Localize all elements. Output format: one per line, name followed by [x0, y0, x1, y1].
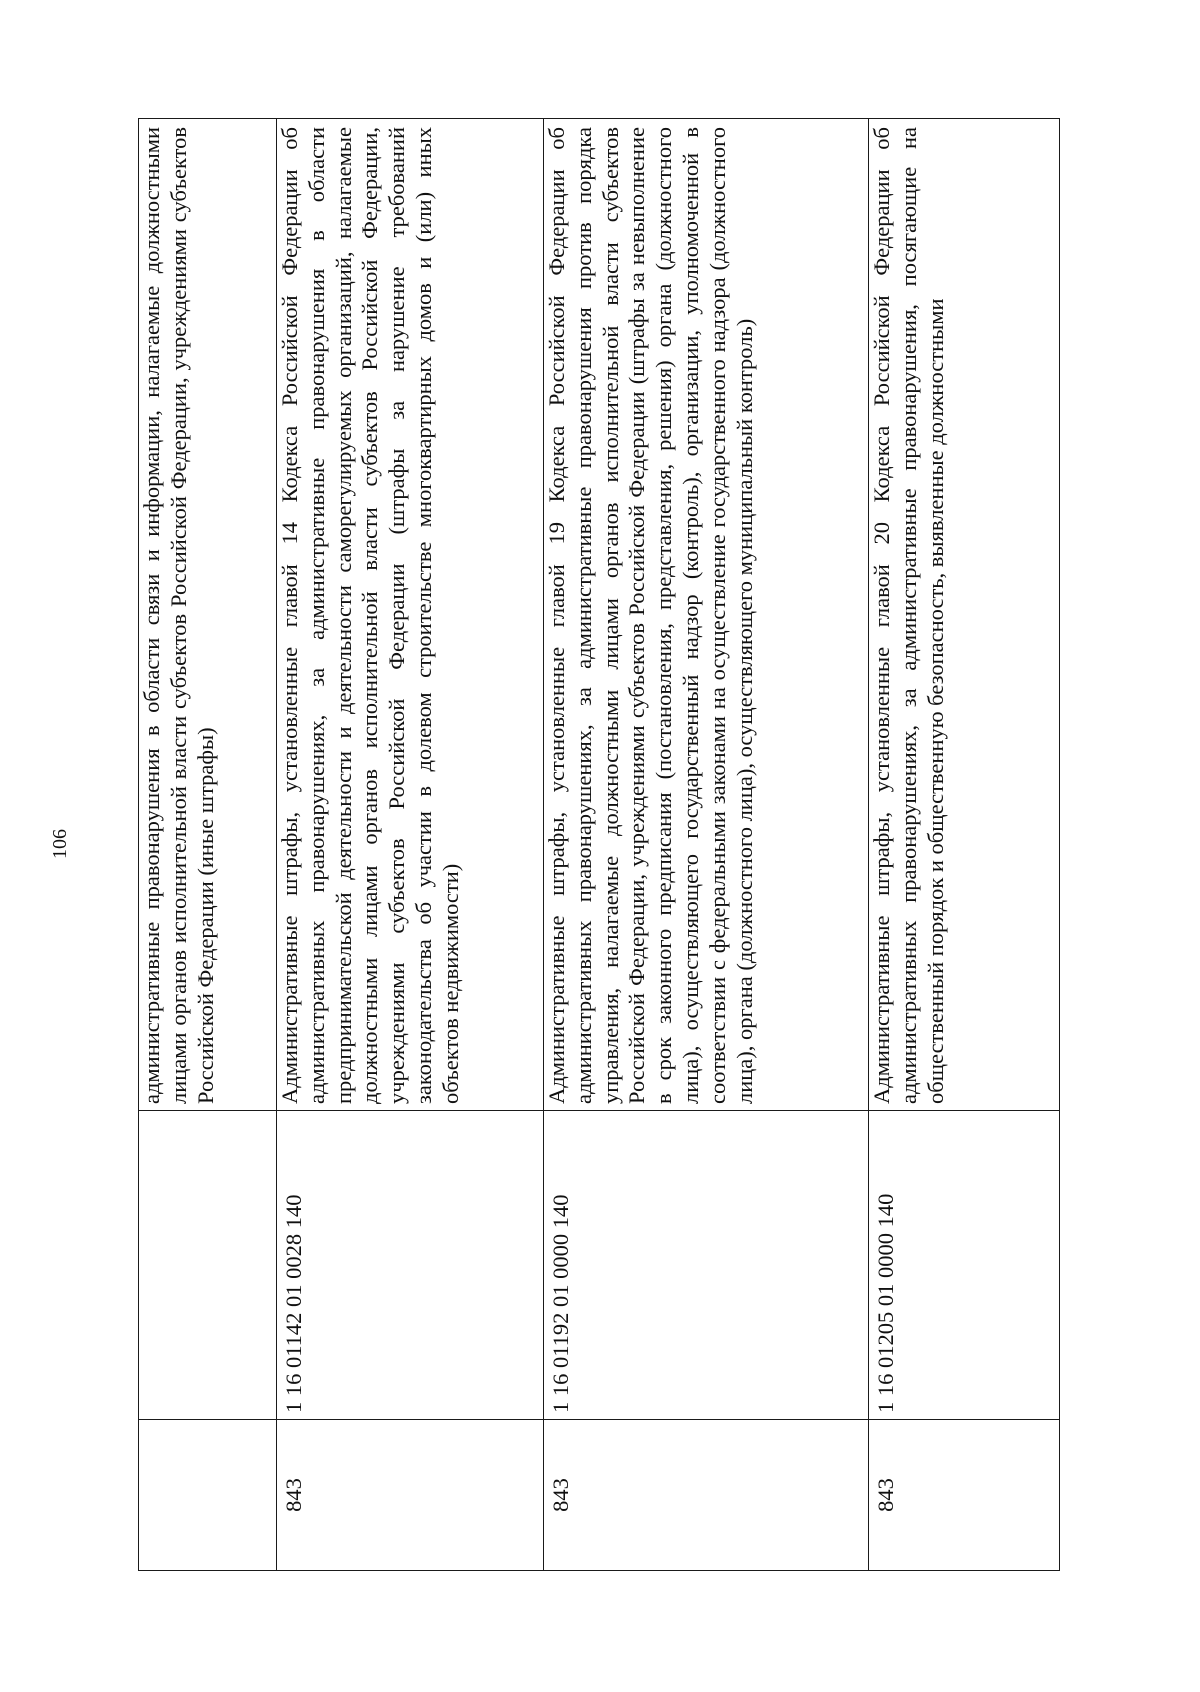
table-row	[869, 119, 1060, 1571]
description-cell: Административные штрафы, установленные главой 20 Кодекса Российской Федерации об административных правонарушениях, за административные правонарушения, посягающие на общественный порядок и общественную безопасность, выявленные должностными	[869, 119, 1060, 1111]
table-row	[139, 119, 277, 1571]
page-number: 106	[49, 829, 71, 859]
admin-code-cell: 843	[544, 1420, 869, 1571]
table-row	[544, 119, 869, 1571]
budget-code-cell: 1 16 01192 01 0000 140	[544, 1111, 869, 1420]
budget-code-cell: 1 16 01142 01 0028 140	[277, 1111, 544, 1420]
description-cell: административные правонарушения в области связи и информации, налагаемые должностными лицами органов исполнительной власти субъектов Российской Федерации, учреждениями субъектов Российской Федерации (иные штрафы)	[139, 119, 277, 1111]
table-row	[277, 119, 544, 1571]
admin-code-cell: 843	[869, 1420, 1060, 1571]
admin-code-cell	[139, 1420, 277, 1571]
admin-code-cell: 843	[277, 1420, 544, 1571]
description-cell: Административные штрафы, установленные главой 19 Кодекса Российской Федерации об административных правонарушениях, за административные правонарушения против порядка управления, налагаемые должностными лицами органов исполнительной власти субъектов Российской Федерации, учреждениями субъектов Российской Федерации (штрафы за невыполнение в срок законного предписания (постановления, представления, решения) органа (должностного лица), осуществляющего государственный надзор (контроль), организации, уполномоченной в соответствии с федеральными законами на осуществление государственного надзора (должностного лица), органа (должностного лица), осуществляющего муниципальный контроль)	[544, 119, 869, 1111]
budget-code-cell: 1 16 01205 01 0000 140	[869, 1111, 1060, 1420]
fee-codes-table	[138, 118, 1060, 1571]
description-cell: Административные штрафы, установленные главой 14 Кодекса Российской Федерации об административных правонарушениях, за административные правонарушения в области предпринимательской деятельности и деятельности саморегулируемых организаций, налагаемые должностными лицами органов исполнительной власти субъектов Российской Федерации, учреждениями субъектов Российской Федерации (штрафы за нарушение требований законодательства об участии в долевом строительстве многоквартирных домов и (или) иных объектов недвижимости)	[277, 119, 544, 1111]
fee-codes-table-frame	[138, 118, 1058, 1571]
budget-code-cell	[139, 1111, 277, 1420]
